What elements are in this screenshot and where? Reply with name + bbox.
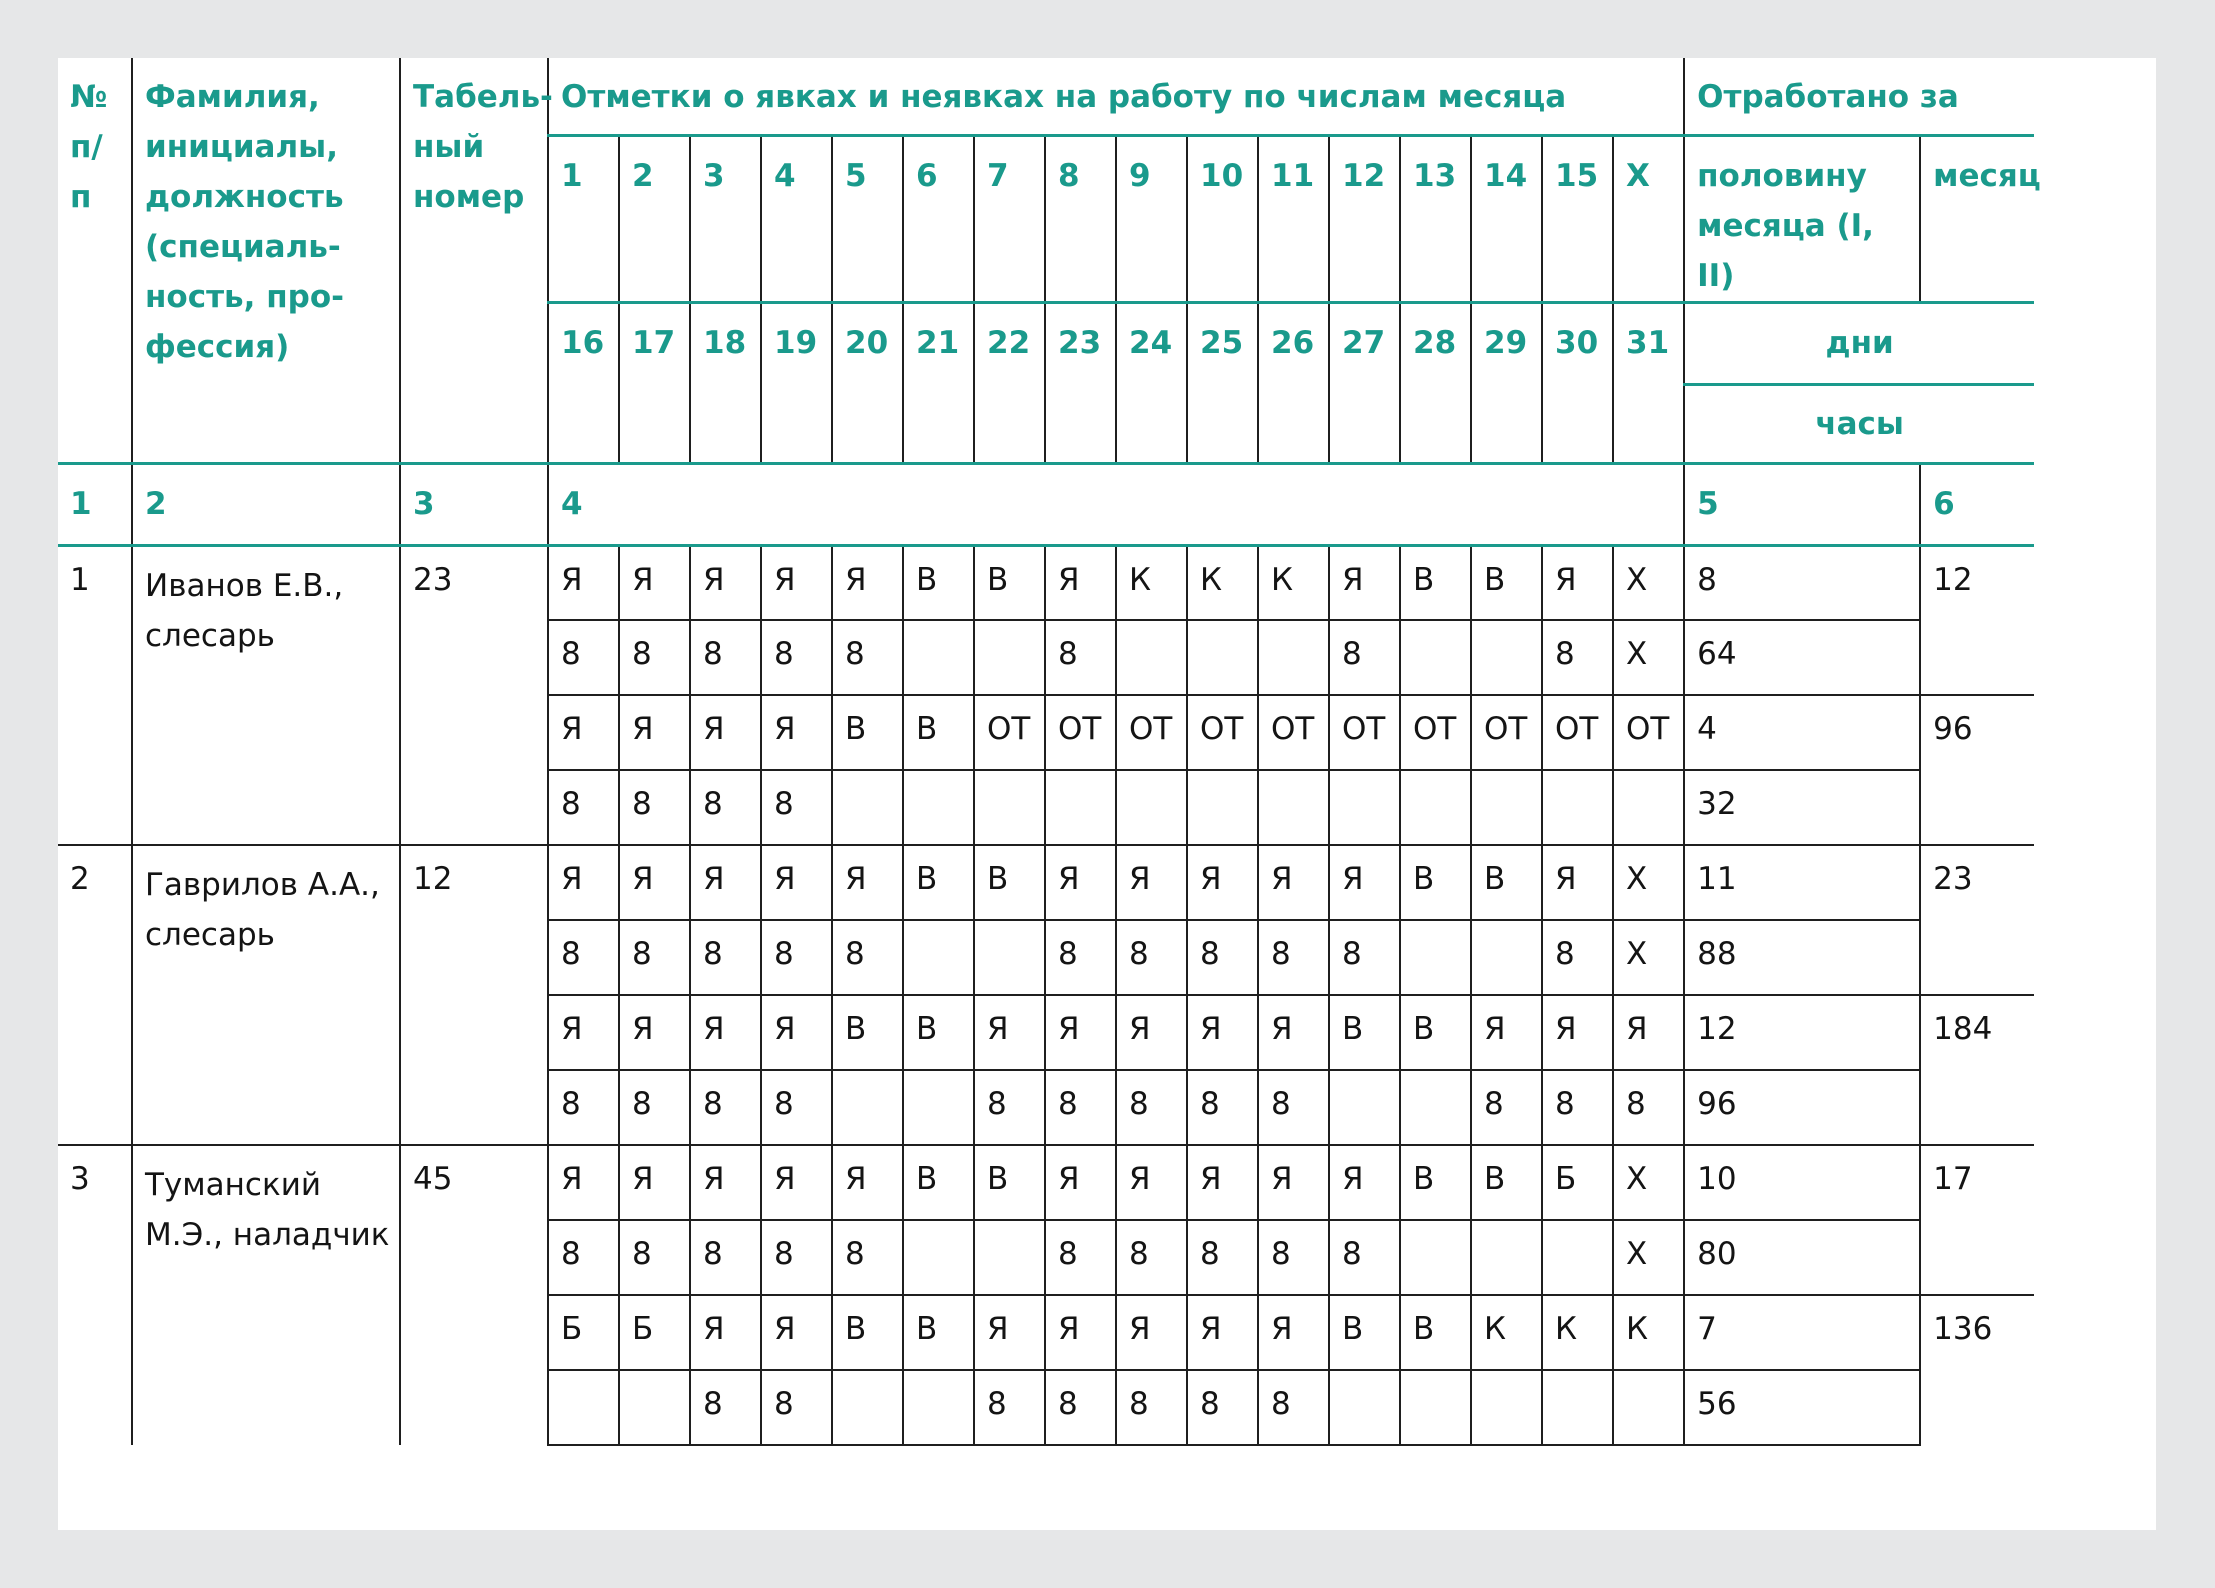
employee-name: Иванов Е.В., слесарь: [132, 545, 400, 845]
attendance-mark: 8: [548, 770, 619, 845]
employee-number: 3: [58, 1145, 132, 1445]
attendance-mark: 8: [1116, 920, 1187, 995]
attendance-mark: В: [1471, 1145, 1542, 1220]
attendance-mark: Я: [1116, 845, 1187, 920]
attendance-mark: 8: [1329, 920, 1400, 995]
attendance-mark: В: [903, 1145, 974, 1220]
attendance-mark: 8: [690, 1220, 761, 1295]
attendance-mark: Я: [761, 545, 832, 620]
day-header-27: 27: [1329, 302, 1400, 463]
attendance-mark: 8: [1471, 1070, 1542, 1145]
attendance-mark: В: [903, 845, 974, 920]
attendance-mark: [974, 620, 1045, 695]
attendance-mark: ОТ: [1471, 695, 1542, 770]
half-month-total: 7: [1684, 1295, 1920, 1370]
attendance-mark: [1116, 770, 1187, 845]
day-header-29: 29: [1471, 302, 1542, 463]
attendance-mark: ОТ: [1400, 695, 1471, 770]
attendance-mark: 8: [832, 620, 903, 695]
half-month-total: 56: [1684, 1370, 1920, 1445]
header-marks: Отметки о явках и неявках на работу по числам месяца: [548, 58, 1684, 135]
employee-name: Туманский М.Э., наладчик: [132, 1145, 400, 1445]
attendance-mark: 8: [619, 620, 690, 695]
attendance-mark: [1613, 770, 1684, 845]
half-month-total: 8: [1684, 545, 1920, 620]
day-header-21: 21: [903, 302, 974, 463]
attendance-mark: Я: [619, 845, 690, 920]
attendance-mark: 8: [1542, 1070, 1613, 1145]
attendance-mark: [1329, 770, 1400, 845]
attendance-mark: 8: [1258, 1070, 1329, 1145]
half-month-total: 88: [1684, 920, 1920, 995]
attendance-mark: К: [1613, 1295, 1684, 1370]
attendance-mark: 8: [1258, 1220, 1329, 1295]
attendance-mark: Я: [690, 845, 761, 920]
attendance-mark: Я: [1045, 1145, 1116, 1220]
attendance-mark: [1400, 770, 1471, 845]
attendance-mark: Я: [1258, 1145, 1329, 1220]
employee-tab-number: 23: [400, 545, 548, 845]
attendance-mark: В: [1471, 845, 1542, 920]
attendance-mark: [1400, 1370, 1471, 1445]
attendance-mark: [1471, 920, 1542, 995]
attendance-mark: 8: [1116, 1220, 1187, 1295]
attendance-mark: В: [832, 695, 903, 770]
day-header-5: 5: [832, 135, 903, 302]
attendance-mark: [1400, 1220, 1471, 1295]
attendance-mark: [1471, 1220, 1542, 1295]
attendance-mark: 8: [1116, 1070, 1187, 1145]
attendance-mark: [1329, 1370, 1400, 1445]
attendance-mark: [903, 620, 974, 695]
header-month: месяц: [1920, 135, 2034, 302]
attendance-mark: Я: [1542, 845, 1613, 920]
attendance-mark: [1400, 920, 1471, 995]
attendance-mark: Я: [1258, 995, 1329, 1070]
column-index-6: 6: [1920, 463, 2034, 545]
attendance-mark: Я: [548, 1145, 619, 1220]
attendance-mark: [974, 920, 1045, 995]
header-half-month: половину месяца (I, II): [1684, 135, 1920, 302]
employee-number: 2: [58, 845, 132, 1145]
attendance-mark: 8: [832, 920, 903, 995]
half-month-total: 12: [1684, 995, 1920, 1070]
attendance-mark: Я: [761, 995, 832, 1070]
attendance-mark: [1542, 1370, 1613, 1445]
attendance-mark: [1542, 770, 1613, 845]
attendance-mark: [1400, 1070, 1471, 1145]
attendance-mark: [1613, 1370, 1684, 1445]
day-header-7: 7: [974, 135, 1045, 302]
employee-name: Гаврилов А.А., слесарь: [132, 845, 400, 1145]
day-header-30: 30: [1542, 302, 1613, 463]
attendance-mark: Я: [619, 545, 690, 620]
attendance-mark: В: [832, 1295, 903, 1370]
employee-tab-number: 12: [400, 845, 548, 1145]
day-header-26: 26: [1258, 302, 1329, 463]
attendance-mark: 8: [619, 770, 690, 845]
attendance-mark: Х: [1613, 1145, 1684, 1220]
attendance-mark: [974, 770, 1045, 845]
attendance-mark: 8: [1045, 1220, 1116, 1295]
attendance-mark: [619, 1370, 690, 1445]
attendance-mark: ОТ: [1542, 695, 1613, 770]
attendance-mark: [903, 1070, 974, 1145]
month-total: 96: [1920, 695, 2034, 845]
attendance-mark: В: [903, 545, 974, 620]
attendance-mark: 8: [1045, 1370, 1116, 1445]
attendance-mark: В: [903, 995, 974, 1070]
attendance-mark: Я: [1116, 1295, 1187, 1370]
attendance-mark: 8: [1116, 1370, 1187, 1445]
attendance-mark: [903, 770, 974, 845]
day-header-2: 2: [619, 135, 690, 302]
attendance-mark: 8: [690, 1070, 761, 1145]
attendance-mark: [1329, 1070, 1400, 1145]
attendance-mark: Я: [1471, 995, 1542, 1070]
day-header-1: 1: [548, 135, 619, 302]
attendance-mark: Х: [1613, 620, 1684, 695]
attendance-mark: Я: [548, 845, 619, 920]
attendance-mark: 8: [1045, 1070, 1116, 1145]
attendance-mark: Я: [1258, 845, 1329, 920]
attendance-mark: В: [1329, 995, 1400, 1070]
attendance-mark: Я: [1542, 545, 1613, 620]
attendance-mark: В: [903, 1295, 974, 1370]
attendance-mark: В: [1400, 1145, 1471, 1220]
attendance-mark: [1471, 1370, 1542, 1445]
attendance-mark: Я: [548, 545, 619, 620]
day-header-13: 13: [1400, 135, 1471, 302]
day-header-24: 24: [1116, 302, 1187, 463]
attendance-mark: Я: [1258, 1295, 1329, 1370]
attendance-mark: [903, 1370, 974, 1445]
attendance-mark: 8: [761, 1370, 832, 1445]
day-header-4: 4: [761, 135, 832, 302]
attendance-mark: Я: [1187, 845, 1258, 920]
attendance-mark: 8: [548, 1220, 619, 1295]
attendance-mark: Я: [1045, 995, 1116, 1070]
attendance-mark: 8: [690, 620, 761, 695]
day-header-10: 10: [1187, 135, 1258, 302]
attendance-mark: Я: [690, 695, 761, 770]
attendance-mark: Я: [974, 1295, 1045, 1370]
day-header-11: 11: [1258, 135, 1329, 302]
attendance-mark: В: [1471, 545, 1542, 620]
table-row: [58, 845, 2034, 920]
attendance-mark: [1542, 1220, 1613, 1295]
attendance-mark: [1187, 770, 1258, 845]
attendance-mark: В: [974, 545, 1045, 620]
attendance-mark: В: [1400, 545, 1471, 620]
attendance-mark: Я: [1613, 995, 1684, 1070]
attendance-mark: Я: [1116, 1145, 1187, 1220]
attendance-mark: Я: [619, 695, 690, 770]
attendance-mark: 8: [1329, 1220, 1400, 1295]
attendance-mark: Я: [1116, 995, 1187, 1070]
attendance-mark: 8: [1542, 920, 1613, 995]
header-hours: часы: [1684, 384, 2034, 463]
half-month-total: 10: [1684, 1145, 1920, 1220]
attendance-mark: Я: [1187, 1295, 1258, 1370]
attendance-mark: 8: [832, 1220, 903, 1295]
column-index-4: 4: [548, 463, 1684, 545]
day-header-15: 15: [1542, 135, 1613, 302]
attendance-mark: Х: [1613, 545, 1684, 620]
attendance-mark: 8: [761, 1220, 832, 1295]
month-total: 23: [1920, 845, 2034, 995]
half-month-total: 11: [1684, 845, 1920, 920]
day-header-6: 6: [903, 135, 974, 302]
attendance-mark: 8: [619, 1070, 690, 1145]
attendance-mark: 8: [761, 620, 832, 695]
attendance-mark: [1258, 770, 1329, 845]
attendance-mark: [1045, 770, 1116, 845]
attendance-mark: 8: [1258, 1370, 1329, 1445]
day-header-17: 17: [619, 302, 690, 463]
header-tab-number: Табель-ный номер: [400, 58, 548, 463]
attendance-mark: [1471, 620, 1542, 695]
attendance-mark: 8: [761, 770, 832, 845]
month-total: 184: [1920, 995, 2034, 1145]
attendance-mark: Х: [1613, 845, 1684, 920]
column-index-5: 5: [1684, 463, 1920, 545]
day-header-22: 22: [974, 302, 1045, 463]
attendance-mark: ОТ: [1045, 695, 1116, 770]
attendance-mark: Я: [1045, 1295, 1116, 1370]
attendance-mark: Я: [548, 995, 619, 1070]
attendance-mark: 8: [1187, 1220, 1258, 1295]
attendance-mark: К: [1116, 545, 1187, 620]
attendance-mark: К: [1542, 1295, 1613, 1370]
attendance-mark: 8: [690, 920, 761, 995]
header-num: № п/п: [58, 58, 132, 463]
attendance-mark: Я: [690, 545, 761, 620]
attendance-mark: В: [1329, 1295, 1400, 1370]
attendance-mark: Я: [974, 995, 1045, 1070]
day-header-12: 12: [1329, 135, 1400, 302]
attendance-mark: К: [1258, 545, 1329, 620]
attendance-mark: Я: [832, 1145, 903, 1220]
half-month-total: 96: [1684, 1070, 1920, 1145]
attendance-mark: В: [974, 1145, 1045, 1220]
attendance-mark: Я: [690, 995, 761, 1070]
half-month-total: 80: [1684, 1220, 1920, 1295]
attendance-mark: К: [1471, 1295, 1542, 1370]
attendance-mark: Я: [619, 995, 690, 1070]
column-index-2: 2: [132, 463, 400, 545]
attendance-mark: Я: [690, 1295, 761, 1370]
half-month-total: 64: [1684, 620, 1920, 695]
attendance-mark: В: [1400, 1295, 1471, 1370]
attendance-mark: 8: [761, 1070, 832, 1145]
attendance-mark: Я: [761, 695, 832, 770]
half-month-total: 32: [1684, 770, 1920, 845]
attendance-mark: 8: [548, 1070, 619, 1145]
half-month-total: 4: [1684, 695, 1920, 770]
attendance-mark: Я: [1329, 1145, 1400, 1220]
attendance-mark: Я: [1045, 845, 1116, 920]
day-header-9: 9: [1116, 135, 1187, 302]
day-header-8: 8: [1045, 135, 1116, 302]
table-row: [58, 1145, 2034, 1220]
attendance-mark: В: [1400, 845, 1471, 920]
day-header-19: 19: [761, 302, 832, 463]
day-header-23: 23: [1045, 302, 1116, 463]
attendance-mark: К: [1187, 545, 1258, 620]
attendance-mark: [1258, 620, 1329, 695]
attendance-mark: ОТ: [1613, 695, 1684, 770]
attendance-mark: Х: [1613, 920, 1684, 995]
attendance-mark: Х: [1613, 1220, 1684, 1295]
attendance-mark: Я: [1542, 995, 1613, 1070]
day-header-3: 3: [690, 135, 761, 302]
employee-number: 1: [58, 545, 132, 845]
attendance-mark: Я: [761, 1295, 832, 1370]
attendance-mark: Я: [832, 545, 903, 620]
attendance-mark: 8: [974, 1070, 1045, 1145]
attendance-mark: Я: [761, 1145, 832, 1220]
attendance-mark: [1471, 770, 1542, 845]
attendance-mark: ОТ: [1187, 695, 1258, 770]
attendance-mark: 8: [1187, 1070, 1258, 1145]
attendance-mark: 8: [619, 1220, 690, 1295]
day-header-25: 25: [1187, 302, 1258, 463]
attendance-mark: Я: [548, 695, 619, 770]
attendance-mark: 8: [1258, 920, 1329, 995]
attendance-mark: [903, 1220, 974, 1295]
header-name: Фамилия, инициалы, должность (специаль-ность, про-фессия): [132, 58, 400, 463]
attendance-mark: [1400, 620, 1471, 695]
attendance-mark: ОТ: [1329, 695, 1400, 770]
attendance-mark: Я: [1329, 845, 1400, 920]
attendance-mark: Я: [1187, 1145, 1258, 1220]
attendance-mark: Я: [619, 1145, 690, 1220]
attendance-mark: 8: [1329, 620, 1400, 695]
attendance-mark: [832, 770, 903, 845]
day-header-31: 31: [1613, 302, 1684, 463]
attendance-mark: 8: [1045, 920, 1116, 995]
day-header-28: 28: [1400, 302, 1471, 463]
attendance-mark: ОТ: [974, 695, 1045, 770]
month-total: 12: [1920, 545, 2034, 695]
attendance-mark: В: [903, 695, 974, 770]
attendance-mark: Б: [1542, 1145, 1613, 1220]
attendance-mark: Б: [548, 1295, 619, 1370]
attendance-mark: 8: [1045, 620, 1116, 695]
attendance-mark: 8: [974, 1370, 1045, 1445]
attendance-mark: В: [832, 995, 903, 1070]
day-header-16: 16: [548, 302, 619, 463]
column-index-3: 3: [400, 463, 548, 545]
table-row: [58, 545, 2034, 620]
attendance-mark: Я: [1045, 545, 1116, 620]
attendance-mark: 8: [690, 770, 761, 845]
header-days: дни: [1684, 302, 2034, 384]
attendance-mark: ОТ: [1116, 695, 1187, 770]
attendance-mark: В: [1400, 995, 1471, 1070]
attendance-mark: 8: [1187, 920, 1258, 995]
employee-tab-number: 45: [400, 1145, 548, 1445]
month-total: 136: [1920, 1295, 2034, 1445]
attendance-mark: Я: [1329, 545, 1400, 620]
header-worked: Отработано за: [1697, 79, 1959, 115]
attendance-mark: 8: [1542, 620, 1613, 695]
attendance-mark: Я: [1187, 995, 1258, 1070]
attendance-mark: Я: [832, 845, 903, 920]
attendance-mark: [1116, 620, 1187, 695]
day-header-14: 14: [1471, 135, 1542, 302]
attendance-mark: 8: [1613, 1070, 1684, 1145]
day-header-16: Х: [1613, 135, 1684, 302]
attendance-mark: 8: [761, 920, 832, 995]
attendance-mark: [974, 1220, 1045, 1295]
attendance-mark: [548, 1370, 619, 1445]
attendance-mark: 8: [548, 620, 619, 695]
attendance-mark: Я: [690, 1145, 761, 1220]
day-header-18: 18: [690, 302, 761, 463]
attendance-mark: В: [974, 845, 1045, 920]
column-index-1: 1: [58, 463, 132, 545]
attendance-mark: [903, 920, 974, 995]
attendance-mark: 8: [619, 920, 690, 995]
attendance-mark: ОТ: [1258, 695, 1329, 770]
month-total: 17: [1920, 1145, 2034, 1295]
attendance-mark: Я: [761, 845, 832, 920]
attendance-mark: Б: [619, 1295, 690, 1370]
attendance-mark: 8: [690, 1370, 761, 1445]
timesheet-table: [58, 58, 2041, 1446]
attendance-mark: [832, 1370, 903, 1445]
attendance-mark: [832, 1070, 903, 1145]
attendance-mark: 8: [1187, 1370, 1258, 1445]
attendance-mark: 8: [548, 920, 619, 995]
day-header-20: 20: [832, 302, 903, 463]
attendance-mark: [1187, 620, 1258, 695]
